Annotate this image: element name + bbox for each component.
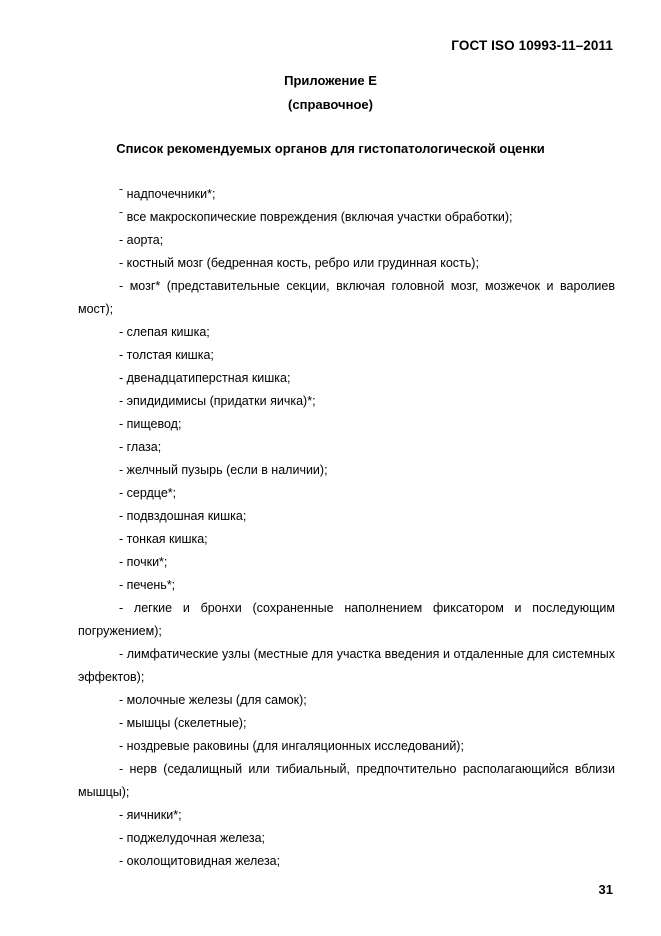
list-item: - легкие и бронхи (сохраненные наполнением фиксатором и последующим погружением); bbox=[78, 601, 615, 638]
list-item: - эпидидимисы (придатки яичка)*; bbox=[119, 394, 316, 408]
list-item: - печень*; bbox=[119, 578, 176, 592]
list-item: - яичники*; bbox=[119, 808, 182, 822]
list-item: - двенадцатиперстная кишка; bbox=[119, 371, 291, 385]
list-item: - нерв (седалищный или тибиальный, предпочтительно располагающийся вблизи мышцы); bbox=[78, 762, 615, 799]
appendix-subtitle: (справочное) bbox=[288, 97, 373, 112]
list-item: ˉ все макроскопические повреждения (включая участки обработки); bbox=[119, 210, 513, 224]
standard-code: ГОСТ ISO 10993-11–2011 bbox=[451, 38, 613, 53]
list-item: - тонкая кишка; bbox=[119, 532, 208, 546]
list-title: Список рекомендуемых органов для гистопатологической оценки bbox=[116, 141, 545, 156]
list-item: ˉ надпочечники*; bbox=[119, 187, 216, 201]
list-item: - костный мозг (бедренная кость, ребро или грудинная кость); bbox=[119, 256, 479, 270]
list-item: - мозг* (представительные секции, включая головной мозг, мозжечок и варолиев мост); bbox=[78, 279, 615, 316]
list-item: - молочные железы (для самок); bbox=[119, 693, 307, 707]
list-item: - околощитовидная железа; bbox=[119, 854, 281, 868]
list-item: - лимфатические узлы (местные для участка введения и отдаленные для системных эффектов); bbox=[78, 647, 615, 684]
list-item: - глаза; bbox=[119, 440, 162, 454]
page-number: 31 bbox=[598, 882, 613, 897]
list-item: - толстая кишка; bbox=[119, 348, 214, 362]
list-item: - сердце*; bbox=[119, 486, 177, 500]
list-item: - желчный пузырь (если в наличии); bbox=[119, 463, 328, 477]
organ-list bbox=[78, 183, 615, 873]
list-item: - пищевод; bbox=[119, 417, 182, 431]
list-item: - почки*; bbox=[119, 555, 168, 569]
list-item: - поджелудочная железа; bbox=[119, 831, 266, 845]
list-item: - слепая кишка; bbox=[119, 325, 210, 339]
list-item: - аорта; bbox=[119, 233, 164, 247]
list-item: - ноздревые раковины (для ингаляционных исследований); bbox=[119, 739, 464, 753]
list-item: - подвздошная кишка; bbox=[119, 509, 247, 523]
list-item: - мышцы (скелетные); bbox=[119, 716, 247, 730]
appendix-title: Приложение Е bbox=[284, 73, 377, 88]
